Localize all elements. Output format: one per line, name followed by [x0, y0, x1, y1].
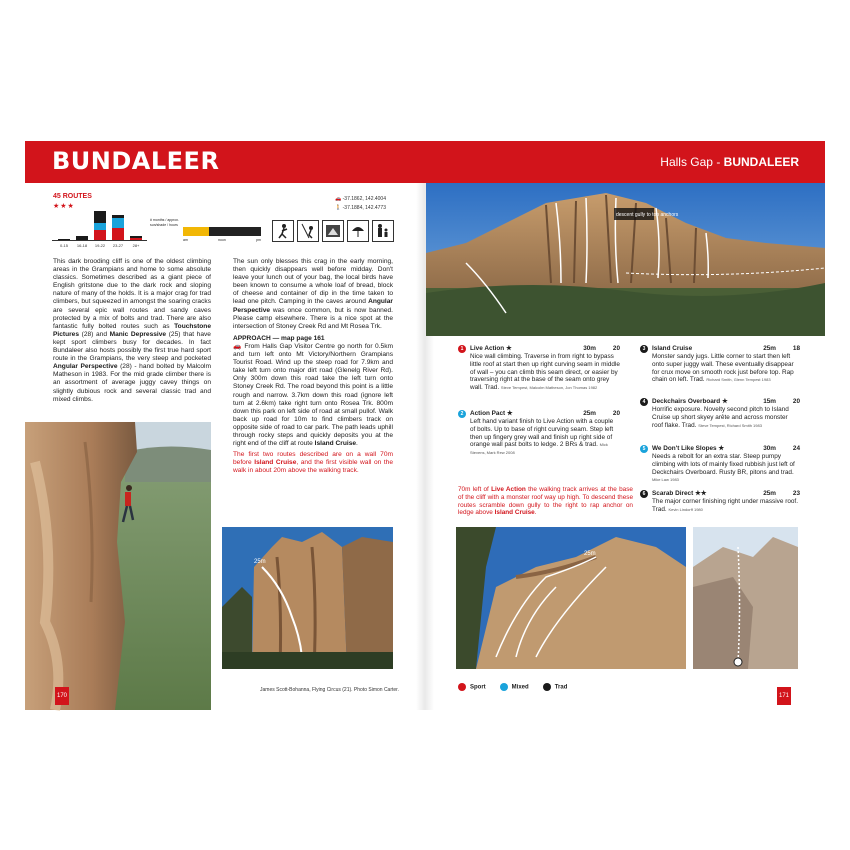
- tick-am: am: [183, 238, 188, 242]
- route-entry: [458, 345, 620, 392]
- route-entry: [458, 410, 620, 457]
- route-length: 30m: [583, 345, 596, 352]
- legend-trad: Trad: [543, 683, 568, 691]
- crag-stars: ★★★: [53, 203, 75, 210]
- histogram-bar: [130, 236, 142, 237]
- route-number: 5: [640, 445, 648, 453]
- tick-noon: noon: [218, 238, 226, 242]
- route-grade: 20: [612, 410, 620, 417]
- histogram-bar: [58, 239, 70, 240]
- sun-legend: # months / approx. sun/shade / hours: [150, 218, 179, 227]
- histogram-bar: [130, 238, 142, 240]
- svg-text:25m: 25m: [254, 559, 266, 565]
- route-grade: 23: [792, 490, 800, 497]
- first-ascent: Mick Stevens, Mark Rew 2008: [470, 442, 608, 456]
- route-entry: [640, 445, 800, 484]
- crag-panorama-photo: [426, 183, 825, 336]
- route-name: Scarab Direct ★★: [652, 490, 707, 497]
- rain-icon: [347, 220, 369, 242]
- route-type-legend: [458, 683, 567, 691]
- route-description: Needs a rebolt for an extra star. Steep pumpy climbing with lots of mainly fixed rubbish just left of Deckchairs Overboard. Rusty BR, pitons and trad.: [652, 453, 795, 476]
- abseil-icon: [297, 220, 319, 242]
- shade-icon: [322, 220, 344, 242]
- first-ascent: Steve Tempest, Malcolm Matheson, Jon Thomas 1982: [500, 385, 598, 391]
- descent-label: descent gully to top anchors: [616, 212, 679, 218]
- climber-icon: [272, 220, 294, 242]
- shade-segment: [209, 227, 261, 236]
- route-entry: [640, 345, 800, 384]
- climber-photo: [25, 422, 211, 710]
- route-grade: 18: [792, 345, 800, 352]
- walking-note: 70m left of Live Action the walking track arrives at the base of the cliff with a monster roof way up high. To descend these routes scramble down gully to the right to rap anchor on ledge above Island Cruise.: [458, 486, 633, 517]
- wall-photo: [222, 527, 393, 669]
- gps-coords: [335, 195, 386, 213]
- sun-ticks: [183, 238, 261, 242]
- histogram-bar: [112, 218, 124, 228]
- gps-crag: 🚶 -37.1884, 142.4773: [335, 205, 386, 211]
- route-grade: 24: [792, 445, 800, 452]
- page-number-right: 171: [777, 687, 791, 705]
- routes-count: 45 ROUTES: [53, 193, 92, 200]
- area-name: Halls Gap -: [660, 155, 724, 169]
- running-head: [660, 155, 799, 169]
- histogram-bar: [76, 236, 88, 240]
- route-entry: [640, 490, 800, 514]
- family-icon: [372, 220, 394, 242]
- histogram-bar: [112, 228, 124, 240]
- gps-parking: 🚗 -37.1862, 142.4004: [335, 196, 386, 202]
- route-grade: 20: [612, 345, 620, 352]
- title-banner: [25, 141, 825, 183]
- route-description: Nice wall climbing. Traverse in from right to bypass little roof at start then up right curving seam in middle of wall – you can climb this seam direct, or easier by traversing right at the base of the seam onto grey wall. Trad.: [470, 353, 620, 392]
- route-name: Live Action ★: [470, 345, 512, 352]
- histogram-label: 0-15: [59, 243, 68, 248]
- crag-details-text: The sun only blesses this crag in the early morning, then quickly disappears well before midday. Don't leave your lunch out of your bag, the local birds have been known to consume a whole loaf of bread, block of cheese and container of dip in the time taken to lead one pitch. Camping in the caves around Angular Perspective was once common, but is now banned. Please camp elsewhere. There is a nice spot at the intersection of Stoney Creek Rd and Mt Rosea Trk. APPROACH — map page 161 🚗 From Halls Gap Visitor Centre go north for 0.5km and turn left onto Mt Victory/Northern Grampians Tourist Road. Wind up the steep road for 7.9km and take left turn onto major dirt road (Glenelg River Rd). Only 300m down this road take the left turn onto Stoney Creek Rd. The road beyond this point is a little rough and narrow. 3.7km down this road (ignore left turn at 2.6km) take right turn onto Rosea Trk. 800m down this park on left side of road at small pullof. Walk back up road for 10m to find climbers track on opposite side of road to car park. The path leads uphill through rocky steps and quickly deposits you at the right end of the cliff at route Island Cruise. The first two routes described are on a wall 70m before Island Cruise, and the first visible wall on the walk in about 20m above the walking track.: [233, 258, 393, 475]
- route-length: 15m: [763, 398, 776, 405]
- first-ascent: Kevin Lindorff 1980: [668, 506, 703, 512]
- deckchairs-photo: [456, 527, 686, 669]
- svg-text:25m: 25m: [584, 551, 596, 557]
- route-number: 2: [458, 410, 466, 418]
- route-length: 25m: [583, 410, 596, 417]
- legend-mixed: Mixed: [500, 683, 529, 691]
- route-length: 30m: [763, 445, 776, 452]
- histogram-bar: [94, 211, 106, 223]
- histogram-bar: [94, 230, 106, 240]
- route-length: 25m: [763, 490, 776, 497]
- feature-icons: [272, 220, 394, 242]
- route-entry: [640, 398, 800, 429]
- first-ascent: Richard Smith, Glenn Tempest 1983: [706, 377, 771, 383]
- page-number-left: 170: [55, 687, 69, 705]
- approach-heading: APPROACH — map page 161: [233, 334, 325, 342]
- histogram-label: 23-27: [112, 243, 124, 248]
- page-title: BUNDALEER: [52, 147, 220, 175]
- histogram-label: 16-18: [76, 243, 88, 248]
- route-description: Horrific exposure. Novelty second pitch to Island Cruise up short skyey arête and across monster roof flake. Trad.: [652, 406, 789, 429]
- sun-shade-bar: [183, 227, 261, 236]
- route-number: 6: [640, 490, 648, 498]
- first-ascent: Mike Law 1983: [652, 477, 679, 483]
- route-name: Island Cruise: [652, 345, 693, 352]
- route-name: Action Pact ★: [470, 410, 513, 417]
- route-description: Left hand variant finish to Live Action with a couple of bolts. Up to base of right curving seam. Step left then up fingery grey wall and finish up right side of orange wall past bolts to ledge. 2 BRs & trad.: [470, 418, 614, 449]
- route-description: The major corner finishing right under massive roof. Trad.: [652, 498, 798, 513]
- grade-histogram: [52, 205, 147, 248]
- scarab-photo: [693, 527, 798, 699]
- histogram-label: 28+: [132, 243, 140, 248]
- route-name: Deckchairs Overboard ★: [652, 398, 728, 405]
- histogram-bar: [112, 215, 124, 219]
- car-icon: 🚗: [233, 342, 242, 350]
- crag-name: BUNDALEER: [723, 155, 799, 169]
- histogram-label: 19-22: [94, 243, 106, 248]
- route-name: We Don't Like Slopes ★: [652, 445, 725, 452]
- histogram-bar: [94, 223, 106, 230]
- route-length: 25m: [763, 345, 776, 352]
- route-grade: 20: [792, 398, 800, 405]
- route-description: Monster sandy jugs. Little corner to start then left onto super juggy wall. These eventually disappear for crux move on smooth rock just before top. Rap chain on left. Trad.: [652, 353, 794, 384]
- first-ascent: Steve Tempest, Richard Smith 1983: [698, 422, 762, 428]
- route-number: 4: [640, 398, 648, 406]
- route-number: 1: [458, 345, 466, 353]
- photo-caption: James Scott-Bohanna, Flying Circus (21). Photo Simon Carter.: [260, 687, 399, 693]
- tick-pm: pm: [256, 238, 261, 242]
- legend-sport: Sport: [458, 683, 486, 691]
- histogram-axis: [52, 240, 147, 241]
- route-number: 3: [640, 345, 648, 353]
- intro-text: This dark brooding cliff is one of the oldest climbing areas in the Grampians and home to some absolute classics. Sometimes described as a giant piece of English gritstone due to the dark rock and sloping nature of many of the holds. It is a major crag for trad climbers, but squeezed in amongst the soaring cracks are several epic wall routes and sandy caves protected by a mix of bolts and trad. There are also fantastic fully bolted routes such as Touchstone Pictures (28) and Manic Depressive (25) that have kept sport climbers busy for decades. In fact Bundaleer also hosts possibly the first true hard sport route in the Grampians, the very steep and pocketed Angular Perspective (28) - hand bolted by Malcolm Matheson in 1983. For the mid grade climber there is an assortment of average juggy cavey things on slightly dubious rock and several classic trad and mixed climbs.: [53, 258, 212, 403]
